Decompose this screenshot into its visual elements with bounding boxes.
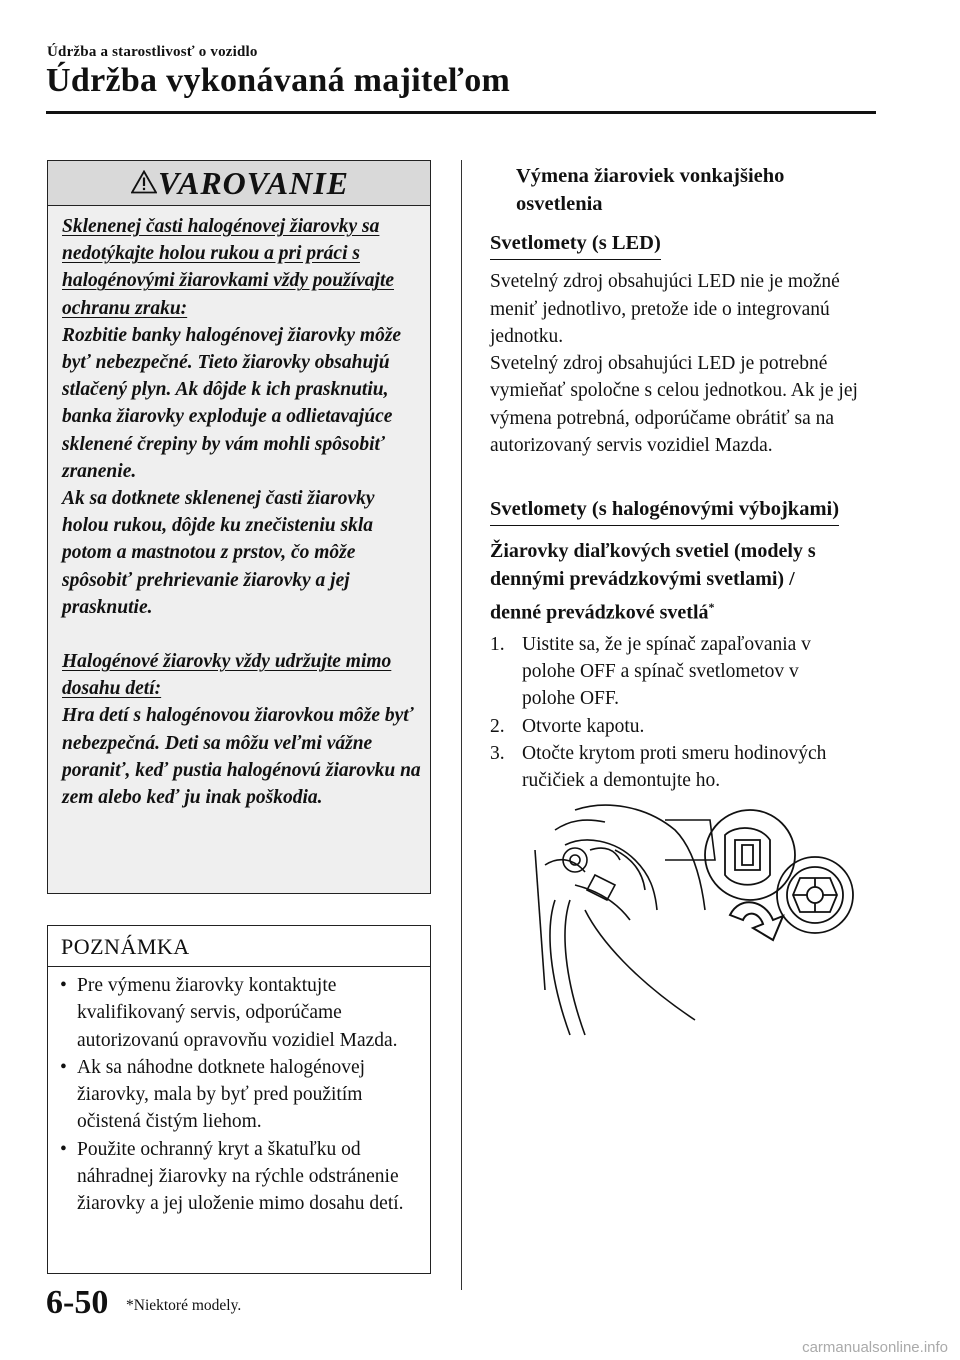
page-number: 6-50 — [46, 1284, 109, 1321]
warning-text-2: Ak sa dotknete sklenenej časti žiarovky holou rukou, dôjde ku znečisteniu skla potom a mastnotou z prstov, čo môže spôsobiť prehrievanie žiarovky a jej prasknutie. — [62, 488, 375, 618]
footnote: *Niektoré modely. — [126, 1297, 242, 1314]
note-item: • Pre výmenu žiarovky kontaktujte kvalifikovaný servis, odporúčame autorizovanú opravovňu vozidiel Mazda. — [56, 972, 422, 1054]
note-title: POZNÁMKA — [61, 934, 190, 959]
page-title: Údržba vykonávaná majiteľom — [46, 62, 511, 99]
watermark: carmanualsonline.info — [802, 1339, 948, 1356]
warning-title: VAROVANIE — [158, 165, 349, 201]
led-heading: Svetlomety (s LED) — [490, 230, 661, 260]
step-item: 1. Uistite sa, že je spínač zapaľovania v polohe OFF a spínač svetlometov v polohe OFF. — [490, 633, 811, 710]
warning-box — [47, 160, 431, 894]
bulb-section — [490, 537, 850, 794]
halogen-section — [490, 496, 878, 526]
led-paragraph-2: Svetelný zdroj obsahujúci LED je potrebné vymieňať spoločne s celou jednotkou. Ak je jej výmena potrebná, odporúčame obrátiť sa na autorizovaný servis vozidiel Mazda. — [490, 353, 858, 457]
warning-body — [62, 213, 422, 811]
halogen-heading: Svetlomety (s halogénovými výbojkami) — [490, 496, 839, 526]
warning-heading-2: Halogénové žiarovky vždy udržujte mimo dosahu detí: — [62, 651, 392, 700]
bullet-icon: • — [60, 1138, 67, 1160]
note-box — [47, 925, 431, 1274]
step-item: 3. Otočte krytom proti smeru hodinových ručičiek a demontujte ho. — [490, 742, 827, 792]
note-item: • Ak sa náhodne dotknete halogénovej žiarovky, mala by byť pred použitím očistená čistým liehom. — [56, 1054, 422, 1136]
section-subheading: Výmena žiaroviek vonkajšieho osvetlenia — [516, 165, 785, 215]
title-rule — [46, 111, 876, 114]
warning-triangle-icon — [131, 170, 157, 194]
warning-heading-1: Sklenenej časti halogénovej žiarovky sa nedotýkajte holou rukou a pri práci s halogénovými žiarovkami vždy používajte ochranu zraku: — [62, 216, 395, 319]
led-section — [490, 230, 878, 459]
bullet-icon: • — [60, 1056, 67, 1078]
led-paragraph-1: Svetelný zdroj obsahujúci LED nie je možné meniť jednotlivo, pretože ide o integrovanú jednotku. — [490, 271, 840, 347]
warning-text-1: Rozbitie banky halogénovej žiarovky môže byť nebezpečné. Tieto žiarovky obsahujú stlačený plyn. Ak dôjde k ich prasknutiu, banka žiarovky exploduje a odlietavajúce sklenené črepiny by vám mohli spôsobiť zranenie. — [62, 324, 402, 482]
step-item: 2. Otvorte kapotu. — [490, 715, 645, 737]
bullet-icon: • — [60, 975, 67, 996]
warning-header — [48, 161, 430, 206]
headlight-cover-illustration — [515, 790, 865, 1040]
note-header — [48, 926, 430, 967]
note-list — [56, 972, 422, 1218]
bulb-heading: Žiarovky diaľkových svetiel (modely s dennými prevádzkovými svetlami) / denné prevádzkové svetlá* — [490, 540, 816, 624]
note-item: • Použite ochranný kryt a škatuľku od náhradnej žiarovky na rýchle odstránenie žiarovky a jej uloženie mimo dosahu detí. — [56, 1136, 422, 1218]
column-divider — [461, 160, 462, 1290]
section-label: Údržba a starostlivosť o vozidlo — [47, 44, 258, 60]
warning-text-3: Hra detí s halogénovou žiarovkou môže byť nebezpečná. Deti sa môžu veľmi vážne poraniť, keď pustia halogénovú žiarovku na zem alebo keď ju inak poškodia. — [62, 705, 421, 809]
